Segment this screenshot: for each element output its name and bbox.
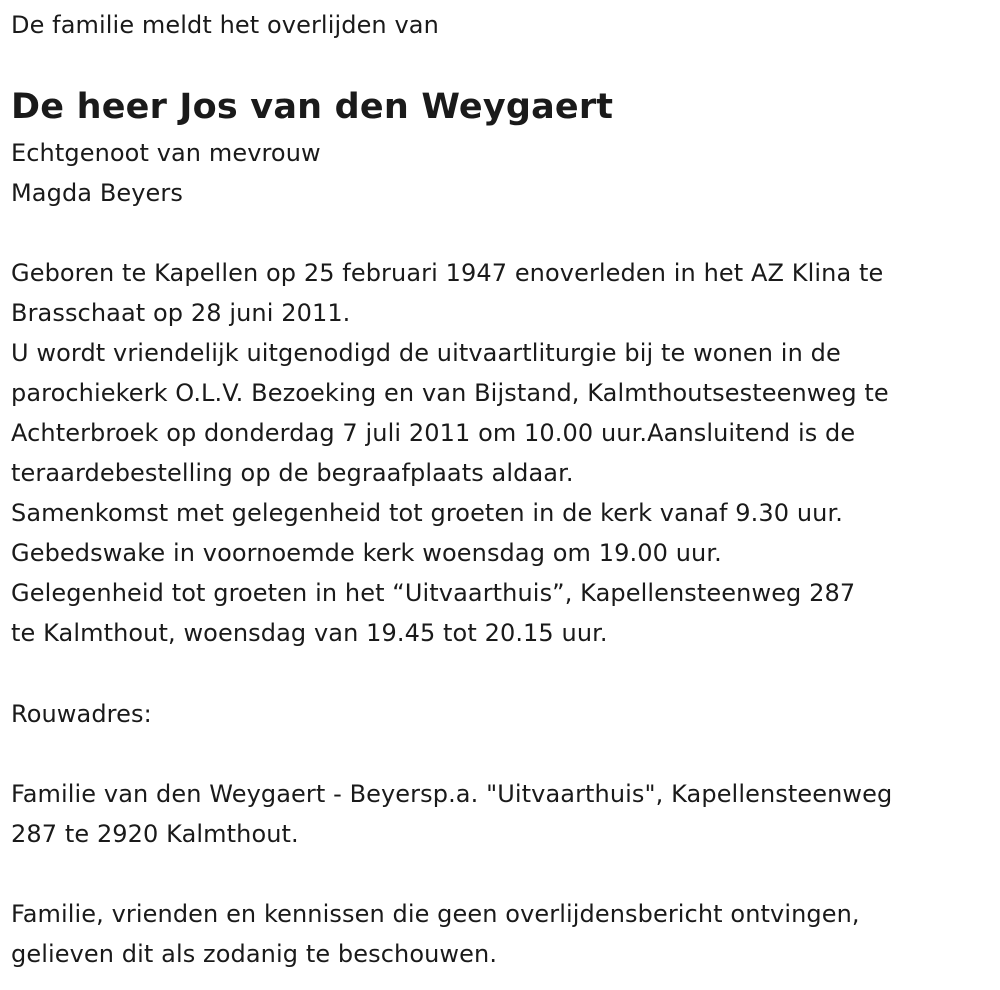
details-line: parochiekerk O.L.V. Bezoeking en van Bijstand, Kalmthoutsesteenweg te: [11, 379, 889, 407]
closing-note: [11, 894, 860, 974]
details-line: Geboren te Kapellen op 25 februari 1947 enoverleden in het AZ Klina te: [11, 259, 884, 287]
details-line: Achterbroek op donderdag 7 juli 2011 om 10.00 uur.Aansluitend is de: [11, 419, 856, 447]
details-line: teraardebestelling op de begraafplaats aldaar.: [11, 459, 574, 487]
address-label: Rouwadres:: [11, 700, 152, 728]
details-line: U wordt vriendelijk uitgenodigd de uitvaartliturgie bij te wonen in de: [11, 339, 841, 367]
closing-line: gelieven dit als zodanig te beschouwen.: [11, 940, 498, 968]
mourning-address: [11, 774, 892, 854]
details-line: te Kalmthout, woensdag van 19.45 tot 20.15 uur.: [11, 619, 608, 647]
details-line: Brasschaat op 28 juni 2011.: [11, 299, 351, 327]
closing-line: Familie, vrienden en kennissen die geen overlijdensbericht ontvingen,: [11, 900, 860, 928]
address-line: Familie van den Weygaert - Beyersp.a. "Uitvaarthuis", Kapellensteenweg: [11, 780, 893, 808]
spouse-line: Echtgenoot van mevrouw: [11, 139, 321, 167]
details-line: Gebedswake in voornoemde kerk woensdag om 19.00 uur.: [11, 539, 722, 567]
address-line: 287 te 2920 Kalmthout.: [11, 820, 299, 848]
intro-text: De familie meldt het overlijden van: [11, 11, 439, 39]
deceased-name: De heer Jos van den Weygaert: [11, 87, 614, 127]
details-line: Gelegenheid tot groeten in het “Uitvaarthuis”, Kapellensteenweg 287: [11, 579, 856, 607]
details-line: Samenkomst met gelegenheid tot groeten in de kerk vanaf 9.30 uur.: [11, 499, 843, 527]
funeral-details: [11, 253, 889, 653]
spouse-block: [11, 133, 321, 213]
spouse-line: Magda Beyers: [11, 179, 183, 207]
